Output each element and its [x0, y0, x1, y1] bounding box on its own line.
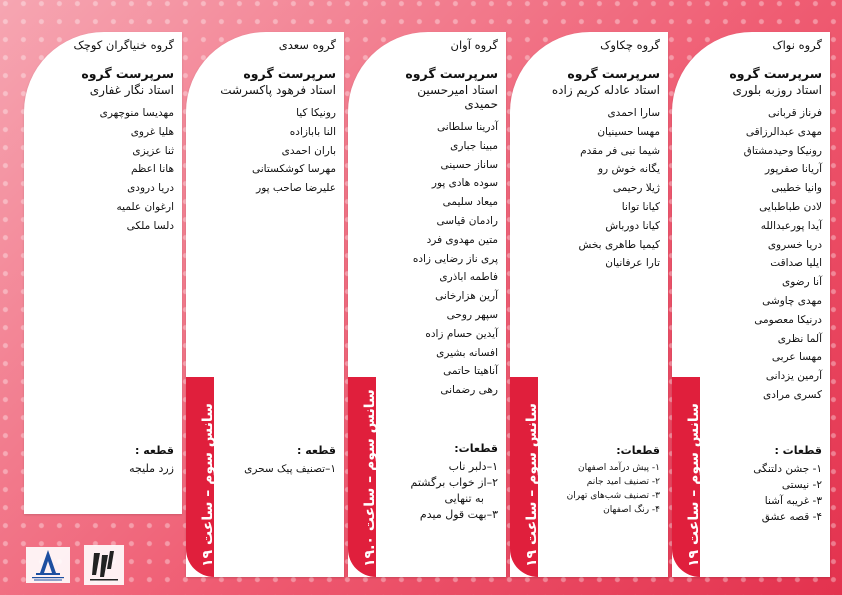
member-list — [382, 121, 498, 403]
list-item: مبینا جباری — [450, 139, 498, 152]
list-item: لادن طباطبایی — [759, 200, 822, 213]
list-item: سوده هادی پور — [431, 177, 498, 190]
piece-item: ۱–دلبر ناب — [448, 460, 498, 473]
list-item: آرین هزارخانی — [435, 290, 498, 303]
pieces-section — [34, 444, 174, 477]
group-name: گروه آوان — [450, 38, 498, 52]
foundation-logo — [84, 545, 124, 585]
teacher-name: استاد فرهود پاکسرشت — [220, 83, 336, 97]
list-item: مهدیسا منوچهری — [99, 107, 174, 119]
piece-item: زرد ملیجه — [129, 462, 174, 475]
list-item: علیرضا صاحب پور — [256, 182, 336, 195]
list-item: آدرینا سلطانی — [436, 121, 498, 133]
teacher-name: استاد نگار غفاری — [89, 83, 174, 97]
member-list — [34, 107, 174, 239]
list-item: ایلیا صداقت — [770, 257, 822, 270]
session-band — [186, 377, 214, 577]
leader-title: سرپرست گروه — [81, 66, 174, 81]
piece-item: به تنهایی — [444, 492, 484, 505]
list-item: النا بابازاده — [289, 125, 336, 138]
group-card-khonyagaran — [24, 32, 182, 514]
list-item: رادمان قیاسی — [436, 214, 498, 227]
list-item: هانا اعظم — [131, 163, 174, 176]
list-item: تارا عرفانیان — [605, 257, 660, 270]
list-item: متین مهدوی فرد — [426, 233, 498, 246]
list-item: آیدین حسام زاده — [425, 327, 498, 340]
list-item: وانیا خطیبی — [771, 182, 822, 195]
list-item: میعاد سلیمی — [442, 196, 498, 209]
pieces-title: قطعه : — [296, 444, 336, 457]
piece-item: ۴- رنگ اصفهان — [603, 505, 660, 515]
piece-item: ۲–از خواب برگشتم — [410, 476, 498, 489]
list-item: شیما نبی فر مقدم — [580, 144, 660, 157]
list-item: مهدی عبدالرزاقی — [745, 125, 822, 138]
group-name: گروه خنیاگران کوچک — [73, 38, 174, 52]
session-label: سانس سوم – ساعت ۱۹ — [686, 403, 702, 567]
list-item: ساناز حسینی — [440, 158, 498, 171]
leader-title: سرپرست گروه — [729, 66, 822, 81]
list-item: هلیا غروی — [130, 125, 174, 138]
group-name: گروه سعدی — [278, 38, 336, 52]
pieces-section — [706, 444, 822, 525]
piece-item: ۱- پیش درآمد اصفهان — [578, 463, 660, 473]
piece-item: ۱- جشن دلتنگی — [753, 463, 822, 475]
group-card-saadi — [186, 32, 344, 577]
member-list — [220, 107, 336, 201]
member-list — [544, 107, 660, 276]
pieces-section — [544, 444, 660, 517]
list-item: رونیکا وحیدمشتاق — [743, 144, 822, 157]
list-item: فاطمه اباذری — [439, 271, 498, 284]
list-item: کیانا دورباش — [605, 219, 660, 232]
piece-item: ۲- نیستی — [781, 479, 822, 491]
list-item: ثنا عزیزی — [132, 144, 174, 157]
list-item: مهدی چاوشی — [762, 294, 822, 307]
list-item: ژیلا رحیمی — [612, 182, 660, 195]
pieces-section — [220, 444, 336, 477]
list-item: کیانا توانا — [621, 200, 660, 213]
list-item: یگانه خوش رو — [597, 163, 660, 176]
session-band — [672, 377, 700, 577]
list-item: پری ناز رضایی زاده — [412, 252, 498, 265]
list-item: مهرسا کوشکستانی — [251, 163, 336, 176]
leader-title: سرپرست گروه — [243, 66, 336, 81]
piece-item: ۲- تصنیف امید جانم — [586, 477, 660, 487]
list-item: دریا درودی — [127, 182, 174, 195]
list-item: فرناز قربانی — [768, 107, 822, 119]
pieces-title: قطعه : — [134, 444, 174, 457]
list-item: دریا خسروی — [767, 238, 822, 251]
list-item: آریانا صفرپور — [764, 163, 822, 176]
list-item: دلسا ملکی — [126, 219, 174, 232]
list-item: درنیکا معصومی — [754, 313, 822, 326]
list-item: باران احمدی — [281, 144, 336, 157]
list-item: مهسا عربی — [771, 351, 822, 364]
list-item: آنا رضوی — [781, 276, 822, 289]
session-band — [510, 377, 538, 577]
list-item: رهی رضمانی — [440, 384, 498, 397]
session-band — [348, 377, 376, 577]
azadi-tower-logo — [26, 547, 70, 583]
piece-item: ۳–بهت قول میدم — [419, 508, 498, 521]
list-item: سپهر روحی — [446, 308, 498, 321]
pieces-title: قطعات: — [616, 444, 660, 457]
session-label: سانس سوم – ساعت ۱۹.۰ — [362, 389, 378, 567]
piece-item: ۴- قصه عشق — [761, 511, 822, 523]
pieces-title: قطعات: — [454, 442, 498, 455]
piece-item: ۱–تصنیف پیک سحری — [244, 463, 336, 475]
list-item: رونیکا کیا — [296, 107, 336, 119]
group-card-navak — [672, 32, 830, 577]
list-item: کسری مرادی — [763, 388, 822, 401]
member-list — [706, 107, 822, 408]
pieces-title: قطعات : — [774, 444, 822, 457]
piece-item: ۳- تصنیف شب‌های تهران — [566, 491, 660, 501]
leader-title: سرپرست گروه — [567, 66, 660, 81]
group-card-avan — [348, 32, 506, 577]
teacher-name: استاد روزبه بلوری — [732, 83, 822, 97]
list-item: مهسا حسینیان — [597, 125, 660, 138]
group-name: گروه نواک — [772, 38, 822, 52]
group-name: گروه چکاوک — [600, 38, 660, 52]
list-item: آناهیتا حاتمی — [443, 365, 498, 378]
list-item: افسانه بشیری — [436, 346, 498, 359]
leader-title: سرپرست گروه — [405, 66, 498, 81]
teacher-name: استاد عادله کریم زاده — [551, 83, 660, 97]
group-card-chakavak — [510, 32, 668, 577]
session-label: سانس سوم – ساعت ۱۹ — [524, 403, 540, 567]
piece-item: ۳- غریبه آشنا — [764, 495, 822, 507]
list-item: آلما نظری — [777, 332, 822, 345]
list-item: ارغوان علمیه — [116, 200, 174, 213]
pieces-section — [382, 442, 498, 523]
list-item: کیمیا طاهری بخش — [578, 238, 660, 251]
teacher-name: استاد امیرحسین حمیدی — [417, 83, 498, 111]
list-item: آیدا پورعبدالله — [760, 219, 822, 232]
session-label: سانس سوم – ساعت ۱۹ — [200, 403, 216, 567]
list-item: سارا احمدی — [607, 107, 660, 119]
list-item: آرمین یزدانی — [765, 370, 822, 383]
